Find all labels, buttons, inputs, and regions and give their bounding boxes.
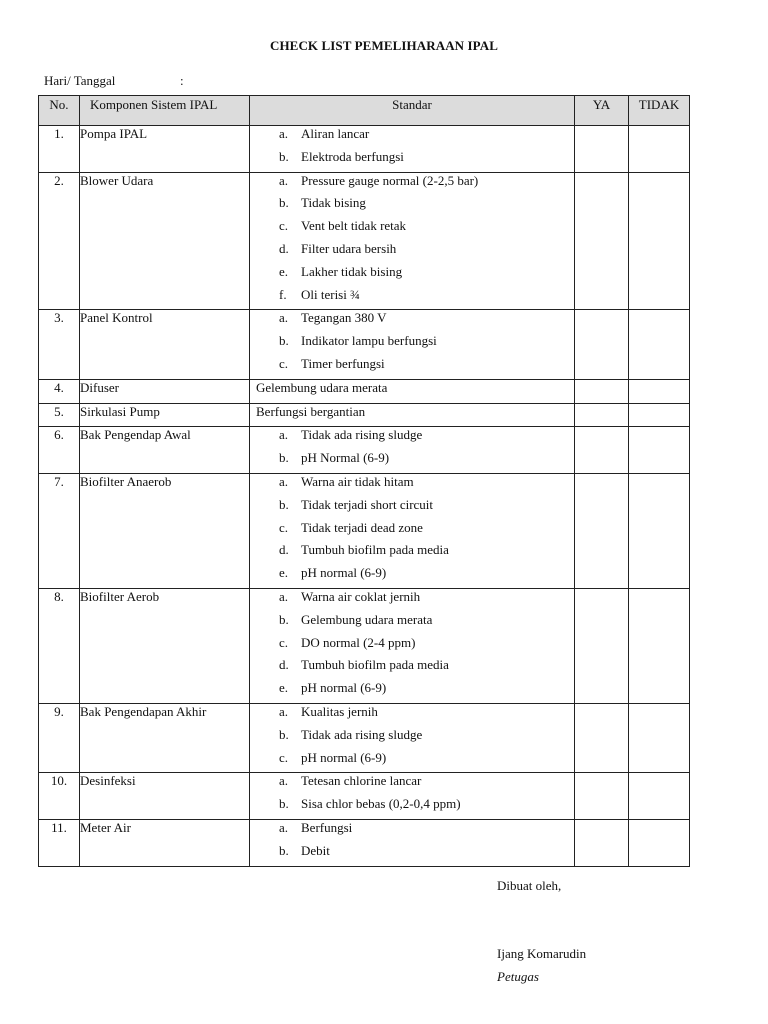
table-row bbox=[39, 379, 690, 403]
page-title: CHECK LIST PEMELIHARAAN IPAL bbox=[269, 38, 499, 53]
standard-cell bbox=[250, 126, 575, 173]
standard-item bbox=[250, 727, 574, 750]
standard-item bbox=[250, 565, 574, 588]
component-name-text: Panel Kontrol bbox=[80, 310, 153, 326]
component-name bbox=[80, 703, 250, 772]
component-name-text: Desinfeksi bbox=[80, 773, 136, 789]
standard-cell bbox=[250, 773, 575, 820]
standard-item bbox=[250, 680, 574, 703]
component-name bbox=[80, 427, 250, 474]
item-letter: d. bbox=[279, 542, 289, 558]
standard-item bbox=[250, 820, 574, 843]
checklist-table bbox=[38, 95, 690, 867]
row-number bbox=[39, 379, 80, 403]
item-letter: b. bbox=[279, 333, 289, 349]
item-text: Tidak bising bbox=[301, 195, 366, 211]
table-row bbox=[39, 126, 690, 173]
item-letter: a. bbox=[279, 473, 289, 489]
item-text: Elektroda berfungsi bbox=[301, 148, 404, 164]
row-number bbox=[39, 310, 80, 379]
standard-item bbox=[250, 474, 574, 497]
standard-item bbox=[250, 450, 574, 473]
row-number-text: 9. bbox=[54, 703, 64, 719]
component-name-text: Blower Udara bbox=[80, 172, 154, 188]
tidak-checkbox-cell[interactable] bbox=[629, 473, 690, 588]
standard-item bbox=[250, 126, 574, 149]
standard-item bbox=[250, 241, 574, 264]
item-letter: c. bbox=[279, 749, 289, 765]
item-letter: d. bbox=[279, 657, 289, 673]
ya-checkbox-cell[interactable] bbox=[575, 310, 629, 379]
item-text: Gelembung udara merata bbox=[301, 611, 433, 627]
standard-item: Gelembung udara merata bbox=[256, 379, 388, 395]
item-text: Tidak terjadi short circuit bbox=[301, 496, 434, 512]
officer-name: Ijang Komarudin bbox=[497, 946, 587, 961]
standard-item bbox=[250, 750, 574, 773]
standard-item bbox=[250, 796, 574, 819]
component-name bbox=[80, 310, 250, 379]
header-no: No. bbox=[39, 96, 80, 126]
row-number-text: 7. bbox=[54, 473, 64, 489]
component-name bbox=[80, 403, 250, 427]
item-letter: b. bbox=[279, 148, 289, 164]
component-name-text: Sirkulasi Pump bbox=[80, 403, 160, 419]
ya-checkbox-cell[interactable] bbox=[575, 379, 629, 403]
row-number-text: 10. bbox=[50, 773, 68, 789]
item-letter: e. bbox=[279, 680, 289, 696]
row-number-text: 1. bbox=[54, 126, 64, 141]
item-text: Timer berfungsi bbox=[301, 355, 385, 371]
ya-checkbox-cell[interactable] bbox=[575, 588, 629, 703]
item-letter: c. bbox=[279, 355, 289, 371]
standard-item bbox=[250, 497, 574, 520]
table-row bbox=[39, 473, 690, 588]
item-letter: a. bbox=[279, 126, 289, 141]
item-text: Tidak ada rising sludge bbox=[301, 726, 423, 742]
standard-item bbox=[250, 173, 574, 196]
table-row bbox=[39, 172, 690, 310]
standard-item bbox=[250, 149, 574, 172]
item-text: pH Normal (6-9) bbox=[301, 450, 390, 466]
item-letter: c. bbox=[279, 519, 289, 535]
ya-checkbox-cell[interactable] bbox=[575, 403, 629, 427]
item-text: Tetesan chlorine lancar bbox=[301, 773, 422, 789]
table-row bbox=[39, 403, 690, 427]
item-text: Tidak terjadi dead zone bbox=[301, 519, 423, 535]
row-number-text: 6. bbox=[54, 427, 64, 443]
tidak-checkbox-cell[interactable] bbox=[629, 588, 690, 703]
standard-cell bbox=[250, 588, 575, 703]
item-text: Berfungsi bbox=[301, 819, 353, 835]
header-standar: Standar bbox=[250, 96, 575, 126]
item-letter: a. bbox=[279, 310, 289, 326]
item-text: Filter udara bersih bbox=[301, 240, 397, 256]
item-text: pH normal (6-9) bbox=[301, 749, 387, 765]
standard-item bbox=[250, 542, 574, 565]
standard-item bbox=[250, 612, 574, 635]
item-letter: b. bbox=[279, 450, 289, 466]
tidak-checkbox-cell[interactable] bbox=[629, 819, 690, 866]
standard-item bbox=[250, 843, 574, 866]
standard-cell bbox=[250, 427, 575, 474]
standard-cell bbox=[250, 172, 575, 310]
item-letter: a. bbox=[279, 427, 289, 443]
standard-item bbox=[250, 657, 574, 680]
item-text: Tumbuh biofilm pada media bbox=[301, 542, 449, 558]
item-letter: e. bbox=[279, 565, 289, 581]
item-letter: b. bbox=[279, 842, 289, 858]
item-letter: a. bbox=[279, 703, 289, 719]
row-number bbox=[39, 819, 80, 866]
row-number bbox=[39, 588, 80, 703]
item-text: Tegangan 380 V bbox=[301, 310, 387, 326]
row-number bbox=[39, 773, 80, 820]
row-number-text: 2. bbox=[54, 172, 64, 188]
item-letter: a. bbox=[279, 819, 289, 835]
item-text: Warna air tidak hitam bbox=[301, 473, 414, 489]
component-name bbox=[80, 588, 250, 703]
item-text: Pressure gauge normal (2-2,5 bar) bbox=[301, 172, 479, 188]
item-letter: b. bbox=[279, 195, 289, 211]
header-tidak: TIDAK bbox=[629, 96, 690, 126]
row-number-text: 5. bbox=[54, 403, 64, 419]
component-name-text: Biofilter Anaerob bbox=[80, 473, 172, 489]
component-name-text: Pompa IPAL bbox=[80, 126, 148, 141]
row-number bbox=[39, 172, 80, 310]
item-text: Sisa chlor bebas (0,2-0,4 ppm) bbox=[301, 796, 461, 812]
standard-item bbox=[250, 195, 574, 218]
item-letter: d. bbox=[279, 240, 289, 256]
standard-item bbox=[250, 773, 574, 796]
item-letter: b. bbox=[279, 611, 289, 627]
item-letter: e. bbox=[279, 263, 289, 279]
item-letter: c. bbox=[279, 218, 289, 234]
standard-item bbox=[250, 287, 574, 310]
item-letter: c. bbox=[279, 634, 289, 650]
item-text: DO normal (2-4 ppm) bbox=[301, 634, 416, 650]
standard-item bbox=[250, 427, 574, 450]
ya-checkbox-cell[interactable] bbox=[575, 773, 629, 820]
table-header-row bbox=[39, 96, 690, 126]
ya-checkbox-cell[interactable] bbox=[575, 427, 629, 474]
item-text: pH normal (6-9) bbox=[301, 680, 387, 696]
item-text: Oli terisi ¾ bbox=[301, 286, 360, 302]
row-number bbox=[39, 126, 80, 173]
component-name bbox=[80, 773, 250, 820]
item-letter: b. bbox=[279, 496, 289, 512]
standard-item bbox=[250, 520, 574, 543]
date-label: Hari/ Tanggal bbox=[44, 73, 116, 88]
component-name bbox=[80, 126, 250, 173]
standard-item bbox=[250, 704, 574, 727]
component-name bbox=[80, 819, 250, 866]
row-number-text: 4. bbox=[54, 379, 64, 395]
header-ya: YA bbox=[575, 96, 629, 126]
item-text: Tidak ada rising sludge bbox=[301, 427, 423, 443]
standard-item bbox=[250, 264, 574, 287]
tidak-checkbox-cell[interactable] bbox=[629, 773, 690, 820]
item-letter: a. bbox=[279, 172, 289, 188]
item-text: Warna air coklat jernih bbox=[301, 588, 421, 604]
item-text: Vent belt tidak retak bbox=[301, 218, 407, 234]
component-name bbox=[80, 172, 250, 310]
ya-checkbox-cell[interactable] bbox=[575, 126, 629, 173]
standard-cell bbox=[250, 473, 575, 588]
ya-checkbox-cell[interactable] bbox=[575, 172, 629, 310]
item-text: Indikator lampu berfungsi bbox=[301, 333, 437, 349]
row-number-text: 11. bbox=[51, 819, 67, 835]
component-name-text: Bak Pengendap Awal bbox=[80, 427, 191, 443]
tidak-checkbox-cell[interactable] bbox=[629, 379, 690, 403]
standard-cell bbox=[250, 819, 575, 866]
ya-checkbox-cell[interactable] bbox=[575, 703, 629, 772]
table-row bbox=[39, 819, 690, 866]
table-row bbox=[39, 773, 690, 820]
component-name-text: Meter Air bbox=[80, 819, 131, 835]
row-number-text: 8. bbox=[54, 588, 64, 604]
standard-cell bbox=[250, 403, 575, 427]
row-number bbox=[39, 473, 80, 588]
component-name-text: Biofilter Aerob bbox=[80, 588, 160, 604]
standard-item: Berfungsi bergantian bbox=[256, 403, 366, 419]
ya-checkbox-cell[interactable] bbox=[575, 819, 629, 866]
header-komponen: Komponen Sistem IPAL bbox=[80, 96, 250, 126]
item-letter: b. bbox=[279, 726, 289, 742]
component-name bbox=[80, 473, 250, 588]
item-text: Kualitas jernih bbox=[301, 703, 378, 719]
standard-item bbox=[250, 310, 574, 333]
tidak-checkbox-cell[interactable] bbox=[629, 126, 690, 173]
component-name bbox=[80, 379, 250, 403]
date-field bbox=[44, 73, 184, 89]
ya-checkbox-cell[interactable] bbox=[575, 473, 629, 588]
row-number bbox=[39, 703, 80, 772]
standard-item bbox=[250, 218, 574, 241]
standard-item bbox=[250, 635, 574, 658]
item-text: pH normal (6-9) bbox=[301, 565, 387, 581]
item-letter: b. bbox=[279, 796, 289, 812]
prepared-by-label: Dibuat oleh, bbox=[497, 878, 562, 893]
row-number bbox=[39, 427, 80, 474]
item-letter: f. bbox=[279, 286, 287, 302]
component-name-text: Bak Pengendapan Akhir bbox=[80, 703, 207, 719]
tidak-checkbox-cell[interactable] bbox=[629, 172, 690, 310]
standard-item bbox=[250, 356, 574, 379]
row-number-text: 3. bbox=[54, 310, 64, 326]
standard-item bbox=[250, 333, 574, 356]
item-letter: a. bbox=[279, 588, 289, 604]
standard-item bbox=[250, 589, 574, 612]
table-row bbox=[39, 427, 690, 474]
table-row bbox=[39, 588, 690, 703]
table-row bbox=[39, 310, 690, 379]
item-text: Lakher tidak bising bbox=[301, 263, 403, 279]
component-name-text: Difuser bbox=[80, 379, 119, 395]
officer-title: Petugas bbox=[497, 969, 539, 984]
standard-cell bbox=[250, 310, 575, 379]
tidak-checkbox-cell[interactable] bbox=[629, 427, 690, 474]
standard-cell bbox=[250, 379, 575, 403]
table-row bbox=[39, 703, 690, 772]
item-letter: a. bbox=[279, 773, 289, 789]
item-text: Tumbuh biofilm pada media bbox=[301, 657, 449, 673]
row-number bbox=[39, 403, 80, 427]
item-text: Debit bbox=[301, 842, 330, 858]
tidak-checkbox-cell[interactable] bbox=[629, 310, 690, 379]
standard-cell bbox=[250, 703, 575, 772]
tidak-checkbox-cell[interactable] bbox=[629, 703, 690, 772]
tidak-checkbox-cell[interactable] bbox=[629, 403, 690, 427]
date-colon: : bbox=[180, 73, 184, 88]
item-text: Aliran lancar bbox=[301, 126, 370, 141]
